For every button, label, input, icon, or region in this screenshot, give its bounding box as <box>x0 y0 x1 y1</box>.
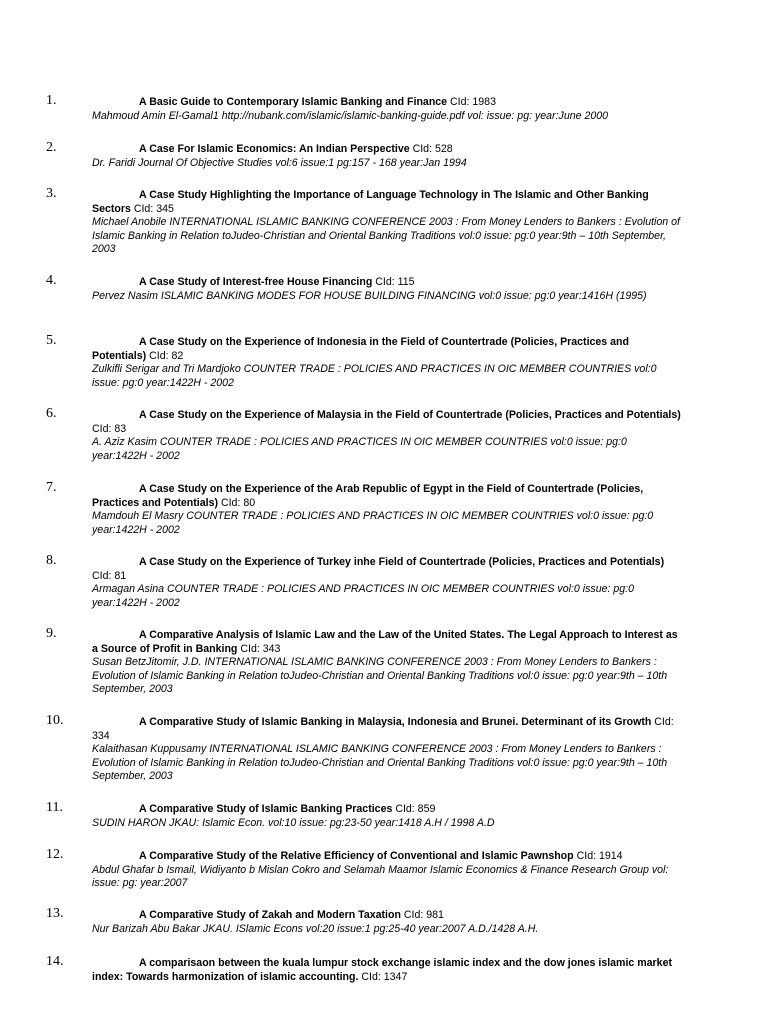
item-title: A Comparative Study of Islamic Banking in Malaysia, Indonesia and Brunei. Determinant of its Growth <box>139 716 652 728</box>
item-cid: CId: 80 <box>220 496 256 509</box>
item-number: 2. <box>46 140 57 155</box>
item-title: A Case Study Highlighting the Importance of Language Technology in The Islamic and Other Banking Sectors <box>92 189 649 215</box>
item-citation: Abdul Ghafar b Ismail, Widiyanto b Mislan Cokro and Selamah Maamor Islamic Economics & Finance Research Group vol: issue: pg: year:2007 <box>92 863 669 889</box>
list-item <box>0 140 768 170</box>
item-cid: CId: 1914 <box>576 850 623 862</box>
item-citation: Mahmoud Amin El-Gamal1 http://nubank.com/islamic/islamic-banking-guide.pdf vol: issue: pg: year:June 2000 <box>92 109 609 122</box>
item-cid: CId: 81 <box>92 569 127 582</box>
item-number: 3. <box>46 186 57 201</box>
item-citation: A. Aziz Kasim COUNTER TRADE : POLICIES AND PRACTICES IN OIC MEMBER COUNTRIES vol:0 issue: pg:0 year:1422H - 2002 <box>92 436 627 462</box>
item-title: A Case Study on the Experience of the Arab Republic of Egypt in the Field of Countertrade (Policies, Practices and Potentials) <box>92 483 644 509</box>
item-citation: SUDIN HARON JKAU: Islamic Econ. vol:10 issue: pg:23-50 year:1418 A.H / 1998 A.D <box>92 816 495 829</box>
item-cid: CId: 981 <box>403 909 444 921</box>
item-cid: CId: 115 <box>375 276 415 288</box>
item-title: A Case Study on the Experience of Turkey inhe Field of Countertrade (Policies, Practices and Potentials) <box>139 556 665 568</box>
item-number: 13. <box>46 906 64 921</box>
item-title: A Case Study on the Experience of Malaysia in the Field of Countertrade (Policies, Practices and Potentials) <box>139 409 681 421</box>
item-title: A Comparative Study of Zakah and Modern Taxation <box>139 909 401 921</box>
list-item <box>0 406 768 463</box>
item-cid: CId: 334 <box>92 716 674 742</box>
list-item <box>0 954 768 984</box>
item-title: A Comparative Analysis of Islamic Law and the Law of the United States. The Legal Approach to Interest as a Source of Profit in Banking <box>92 629 678 655</box>
list-item <box>0 553 768 610</box>
item-cid: CId: 343 <box>240 642 281 655</box>
list-item <box>0 480 768 537</box>
item-citation: Pervez Nasim ISLAMIC BANKING MODES FOR HOUSE BUILDING FINANCING vol:0 issue: pg:0 year:1416H (1995) <box>92 289 647 302</box>
item-citation: Armagan Asina COUNTER TRADE : POLICIES AND PRACTICES IN OIC MEMBER COUNTRIES vol:0 issue: pg:0 year:1422H - 2002 <box>92 583 634 609</box>
item-citation: Mamdouh El Masry COUNTER TRADE : POLICIES AND PRACTICES IN OIC MEMBER COUNTRIES vol:0 issue: pg:0 year:1422H - 2002 <box>92 510 654 536</box>
item-citation: Kalaithasan Kuppusamy INTERNATIONAL ISLAMIC BANKING CONFERENCE 2003 : From Money Lenders to Bankers : Evolution of Islamic Banking in Relation toJudeo-Christian and Oriental Banking Traditions vol:0 issue: pg:0 year:9th – 10th September, 2003 <box>92 743 668 782</box>
item-cid: CId: 345 <box>133 202 174 215</box>
item-cid: CId: 1983 <box>450 96 496 108</box>
item-number: 8. <box>46 553 57 568</box>
list-item <box>0 186 768 257</box>
list-item <box>0 847 768 891</box>
list-item <box>0 333 768 390</box>
item-cid: CId: 528 <box>412 143 453 155</box>
item-cid: CId: 83 <box>92 422 127 435</box>
item-title: A Case Study on the Experience of Indonesia in the Field of Countertrade (Policies, Practices and Potentials) <box>92 336 629 362</box>
item-number: 11. <box>46 800 63 815</box>
list-item <box>0 713 768 784</box>
item-citation: Nur Barizah Abu Bakar JKAU. ISlamic Econs vol:20 issue:1 pg:25-40 year:2007 A.D./1428 A.H. <box>92 922 539 935</box>
list-item <box>0 626 768 697</box>
item-title: A Basic Guide to Contemporary Islamic Banking and Finance <box>139 96 448 108</box>
item-number: 9. <box>46 626 57 641</box>
item-number: 5. <box>46 333 57 348</box>
item-title: A Comparative Study of the Relative Efficiency of Conventional and Islamic Pawnshop <box>139 850 574 862</box>
item-number: 12. <box>46 847 64 862</box>
item-title: A Case For Islamic Economics: An Indian Perspective <box>139 143 410 155</box>
item-number: 10. <box>46 713 64 728</box>
item-number: 6. <box>46 406 57 421</box>
item-citation: Susan BetzJitomir, J.D. INTERNATIONAL ISLAMIC BANKING CONFERENCE 2003 : From Money Lenders to Bankers : Evolution of Islamic Banking in Relation toJudeo-Christian and Oriental Banking Traditions vol:0 issue: pg:0 year:9th – 10th September, 2003 <box>92 656 668 695</box>
item-number: 14. <box>46 954 64 969</box>
item-cid: CId: 82 <box>149 349 184 362</box>
item-number: 4. <box>46 273 57 288</box>
item-title: A comparisaon between the kuala lumpur stock exchange islamic index and the dow jones islamic market index: Towards harmonization of islamic accounting. <box>92 957 672 983</box>
list-item <box>0 906 768 936</box>
item-title: A Comparative Study of Islamic Banking Practices <box>139 803 393 815</box>
item-number: 1. <box>46 93 57 108</box>
item-number: 7. <box>46 480 57 495</box>
item-citation: Dr. Faridi Journal Of Objective Studies vol:6 issue:1 pg:157 - 168 year:Jan 1994 <box>92 156 467 169</box>
item-cid: CId: 859 <box>395 803 436 815</box>
list-item <box>0 800 768 830</box>
item-cid: CId: 1347 <box>361 970 408 983</box>
list-item <box>0 93 768 123</box>
list-item <box>0 273 768 303</box>
item-citation: Zulkifli Serigar and Tri Mardjoko COUNTER TRADE : POLICIES AND PRACTICES IN OIC MEMBER COUNTRIES vol:0 issue: pg:0 year:1422H - 2002 <box>92 363 657 389</box>
item-citation: Michael Anobile INTERNATIONAL ISLAMIC BANKING CONFERENCE 2003 : From Money Lenders to Bankers : Evolution of Islamic Banking in Relation toJudeo-Christian and Oriental Banking Traditions vol:0 issue: pg:0 year:9th – 10th September, 2003 <box>92 216 680 255</box>
item-title: A Case Study of Interest-free House Financing <box>139 276 373 288</box>
